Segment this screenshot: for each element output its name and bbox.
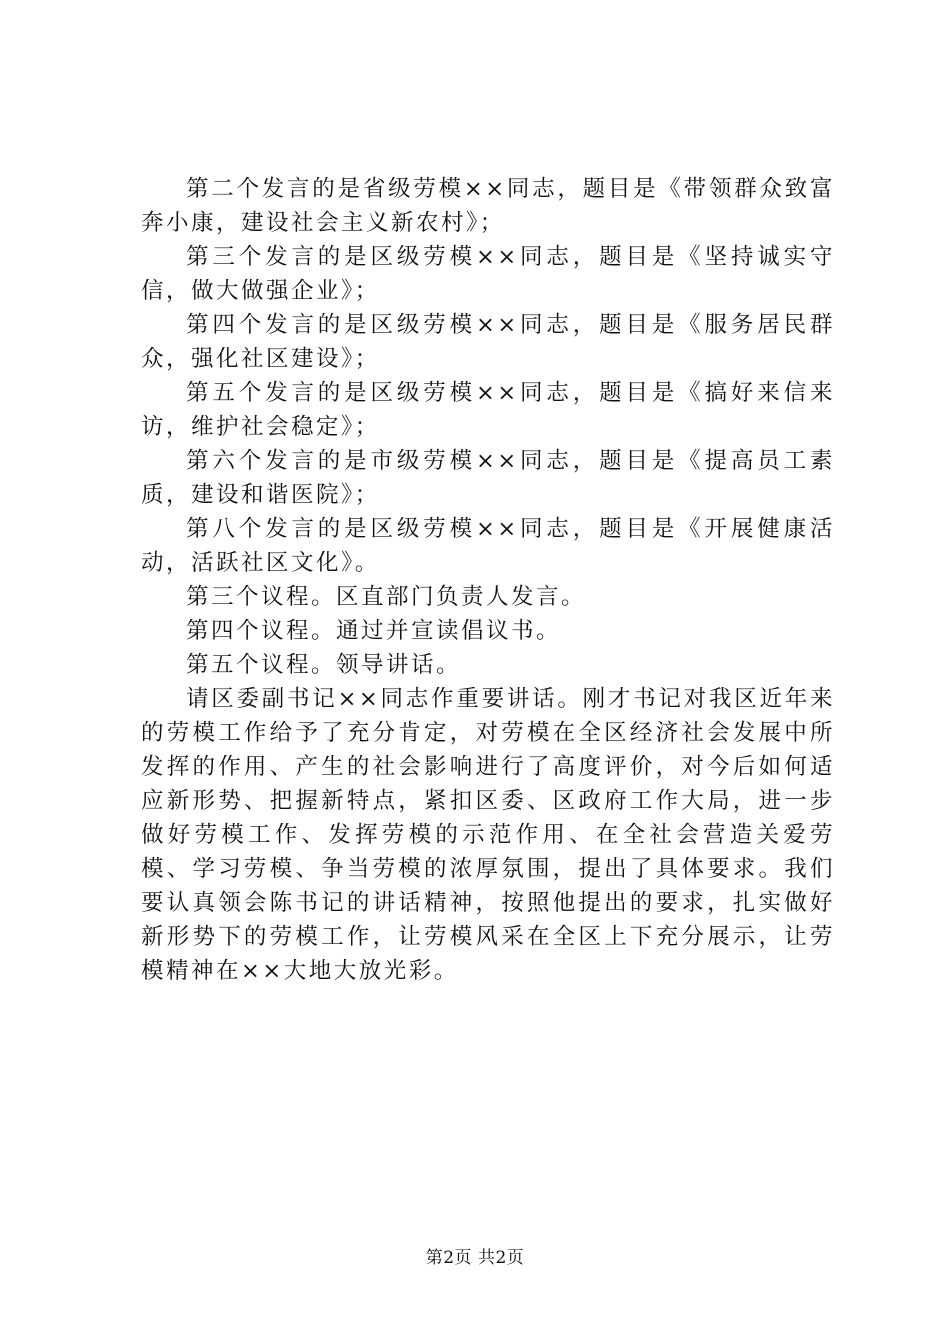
paragraph-speaker-8: 第八个发言的是区级劳模××同志，题目是《开展健康活动，活跃社区文化》。 — [141, 516, 835, 576]
paragraph-agenda-4: 第四个议程。通过并宣读倡议书。 — [186, 618, 562, 644]
paragraph-speaker-2: 第二个发言的是省级劳模××同志，题目是《带领群众致富奔小康，建设社会主义新农村》； — [141, 176, 835, 236]
paragraph-speaker-6: 第六个发言的是市级劳模××同志，题目是《提高员工素质，建设和谐医院》； — [141, 448, 835, 508]
document-body — [141, 172, 835, 988]
page-footer: 第2页 共2页 — [425, 1248, 525, 1268]
paragraph-agenda-5: 第五个议程。领导讲话。 — [186, 652, 462, 678]
paragraph-speaker-4: 第四个发言的是区级劳模××同志，题目是《服务居民群众，强化社区建设》； — [141, 312, 835, 372]
paragraph-speaker-3: 第三个发言的是区级劳模××同志，题目是《坚持诚实守信，做大做强企业》； — [141, 244, 835, 304]
paragraph-agenda-3: 第三个议程。区直部门负责人发言。 — [186, 584, 587, 610]
paragraph-closing-remarks: 请区委副书记××同志作重要讲话。刚才书记对我区近年来的劳模工作给予了充分肯定，对劳模在全区经济社会发展中所发挥的作用、产生的社会影响进行了高度评价，对今后如何适应新形势、把握新特点，紧扣区委、区政府工作大局，进一步做好劳模工作、发挥劳模的示范作用、在全社会营造关爱劳模、学习劳模、争当劳模的浓厚氛围，提出了具体要求。我们要认真领会陈书记的讲话精神，按照他提出的要求，扎实做好新形势下的劳模工作，让劳模风采在全区上下充分展示，让劳模精神在××大地大放光彩。 — [141, 686, 835, 984]
paragraph-speaker-5: 第五个发言的是区级劳模××同志，题目是《搞好来信来访，维护社会稳定》； — [141, 380, 835, 440]
